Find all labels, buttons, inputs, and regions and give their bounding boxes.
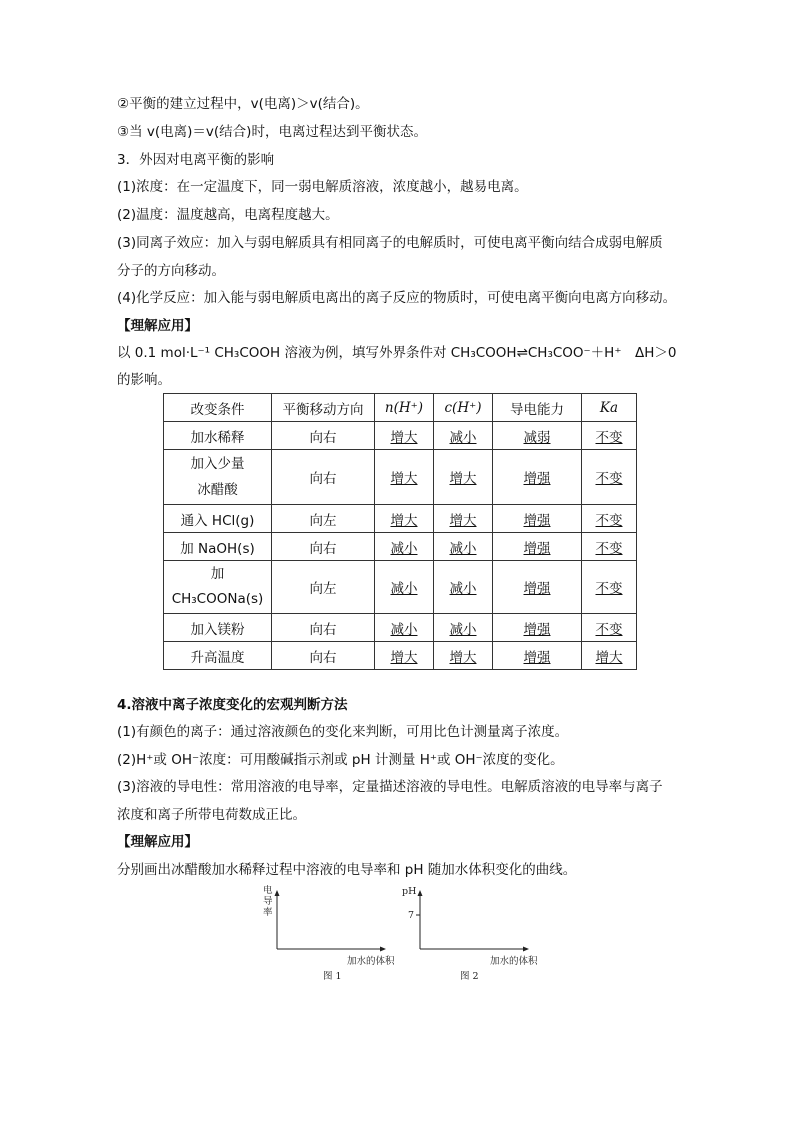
table-cell: 向右 xyxy=(272,533,375,561)
table-cell: 向右 xyxy=(272,642,375,670)
table-cell: 升高温度 xyxy=(164,642,272,670)
table-cell: 增大 xyxy=(375,505,434,533)
table-row xyxy=(164,533,637,561)
text-line-1: ②平衡的建立过程中，v(电离)＞v(结合)。 xyxy=(117,96,369,112)
table-cell-line: CH₃COONa(s) xyxy=(171,591,264,607)
text-line-4: (1)浓度：在一定温度下，同一弱电解质溶液，浓度越小，越易电离。 xyxy=(117,179,528,195)
table-cell: 不变 xyxy=(582,450,637,505)
table-cell: 增大 xyxy=(434,505,493,533)
ionization-equilibrium-table xyxy=(163,393,637,670)
x-axis-label: 加水的体积 xyxy=(490,956,538,967)
text-line-14: (2)H⁺或 OH⁻浓度：可用酸碱指示剂或 pH 计测量 H⁺或 OH⁻浓度的变化。 xyxy=(117,752,564,768)
header-cell-n-h: n(H⁺) xyxy=(375,394,434,422)
table-cell: 增强 xyxy=(493,642,582,670)
understanding-heading-2: 【理解应用】 xyxy=(117,834,198,850)
y-tick-label: 7 xyxy=(408,910,415,921)
header-cell-conductivity: 导电能力 xyxy=(493,394,582,422)
text-line-16: 浓度和离子所带电荷数成正比。 xyxy=(117,807,306,823)
y-axis-label: pH xyxy=(402,886,417,897)
table-cell xyxy=(164,561,272,614)
table-cell: 减小 xyxy=(434,533,493,561)
table-row xyxy=(164,505,637,533)
figure-2-ph-axes xyxy=(398,885,548,985)
figure-1-conductivity-axes xyxy=(255,885,405,985)
text-line-15: (3)溶液的导电性：常用溶液的电导率，定量描述溶液的导电性。电解质溶液的电导率与离子 xyxy=(117,779,663,795)
section-heading-3: 3．外因对电离平衡的影响 xyxy=(117,152,275,168)
x-axis-arrow xyxy=(523,947,529,952)
table-cell: 增强 xyxy=(493,614,582,642)
table-cell: 不变 xyxy=(582,533,637,561)
table-cell: 增强 xyxy=(493,505,582,533)
table-cell: 减弱 xyxy=(493,422,582,450)
table-cell: 不变 xyxy=(582,614,637,642)
understanding-heading-1: 【理解应用】 xyxy=(117,318,198,334)
table-cell: 减小 xyxy=(375,614,434,642)
table-cell: 向左 xyxy=(272,561,375,614)
text-line-11: 的影响。 xyxy=(117,372,171,388)
table-cell: 增强 xyxy=(493,533,582,561)
table-row xyxy=(164,614,637,642)
table-cell: 不变 xyxy=(582,422,637,450)
y-axis-label-char: 电 xyxy=(263,885,273,896)
table-cell-line: 冰醋酸 xyxy=(197,482,238,498)
y-axis-arrow xyxy=(418,890,423,896)
table-cell: 加入镁粉 xyxy=(164,614,272,642)
text-line-2: ③当 v(电离)＝v(结合)时，电离过程达到平衡状态。 xyxy=(117,124,427,140)
table-cell: 减小 xyxy=(434,614,493,642)
table-cell: 加水稀释 xyxy=(164,422,272,450)
table-cell: 不变 xyxy=(582,505,637,533)
table-cell: 增大 xyxy=(375,642,434,670)
table-cell-line: 加 xyxy=(210,566,225,582)
figure-caption: 图 2 xyxy=(460,971,479,982)
text-line-8: (4)化学反应：加入能与弱电解质电离出的离子反应的物质时，可使电离平衡向电离方向移动。 xyxy=(117,290,677,306)
table-cell: 向右 xyxy=(272,614,375,642)
y-axis-label-char: 率 xyxy=(263,907,273,918)
table-cell: 向右 xyxy=(272,450,375,505)
header-cell-direction: 平衡移动方向 xyxy=(272,394,375,422)
x-axis-arrow xyxy=(380,947,386,952)
text-line-6: (3)同离子效应：加入与弱电解质具有相同离子的电解质时，可使电离平衡向结合成弱电解质 xyxy=(117,235,663,251)
table-cell: 加 NaOH(s) xyxy=(164,533,272,561)
text-line-10: 以 0.1 mol·L⁻¹ CH₃COOH 溶液为例，填写外界条件对 CH₃COOH⇌CH₃COO⁻＋H⁺ ΔH＞0 xyxy=(117,345,677,361)
table-cell: 增强 xyxy=(493,561,582,614)
table-cell: 减小 xyxy=(375,533,434,561)
header-cell-ka: Ka xyxy=(582,394,637,422)
y-axis-arrow xyxy=(275,890,280,896)
header-cell-c-h: c(H⁺) xyxy=(434,394,493,422)
text-line-7: 分子的方向移动。 xyxy=(117,263,225,279)
table-row xyxy=(164,450,637,505)
table-cell: 通入 HCl(g) xyxy=(164,505,272,533)
figure-caption: 图 1 xyxy=(323,971,342,982)
table-cell: 减小 xyxy=(434,422,493,450)
table-header-row xyxy=(164,394,637,422)
text-line-13: (1)有颜色的离子：通过溶液颜色的变化来判断，可用比色计测量离子浓度。 xyxy=(117,724,569,740)
table-cell: 减小 xyxy=(375,561,434,614)
header-cell-condition: 改变条件 xyxy=(164,394,272,422)
section-heading-4: 4.溶液中离子浓度变化的宏观判断方法 xyxy=(117,697,348,713)
table-cell: 不变 xyxy=(582,561,637,614)
table-cell xyxy=(164,450,272,505)
table-cell: 向左 xyxy=(272,505,375,533)
y-axis-label-char: 导 xyxy=(263,896,273,907)
table-cell: 增大 xyxy=(375,450,434,505)
table-cell: 增大 xyxy=(434,642,493,670)
table-cell: 减小 xyxy=(434,561,493,614)
table-row xyxy=(164,642,637,670)
x-axis-label: 加水的体积 xyxy=(347,956,395,967)
table-row xyxy=(164,561,637,614)
table-cell-line: 加入少量 xyxy=(190,456,245,472)
table-cell: 增大 xyxy=(434,450,493,505)
table-row xyxy=(164,422,637,450)
text-line-18: 分别画出冰醋酸加水稀释过程中溶液的电导率和 pH 随加水体积变化的曲线。 xyxy=(117,862,577,878)
table-cell: 增大 xyxy=(375,422,434,450)
table-cell: 增大 xyxy=(582,642,637,670)
table-cell: 向右 xyxy=(272,422,375,450)
text-line-5: (2)温度：温度越高，电离程度越大。 xyxy=(117,207,339,223)
table-cell: 增强 xyxy=(493,450,582,505)
